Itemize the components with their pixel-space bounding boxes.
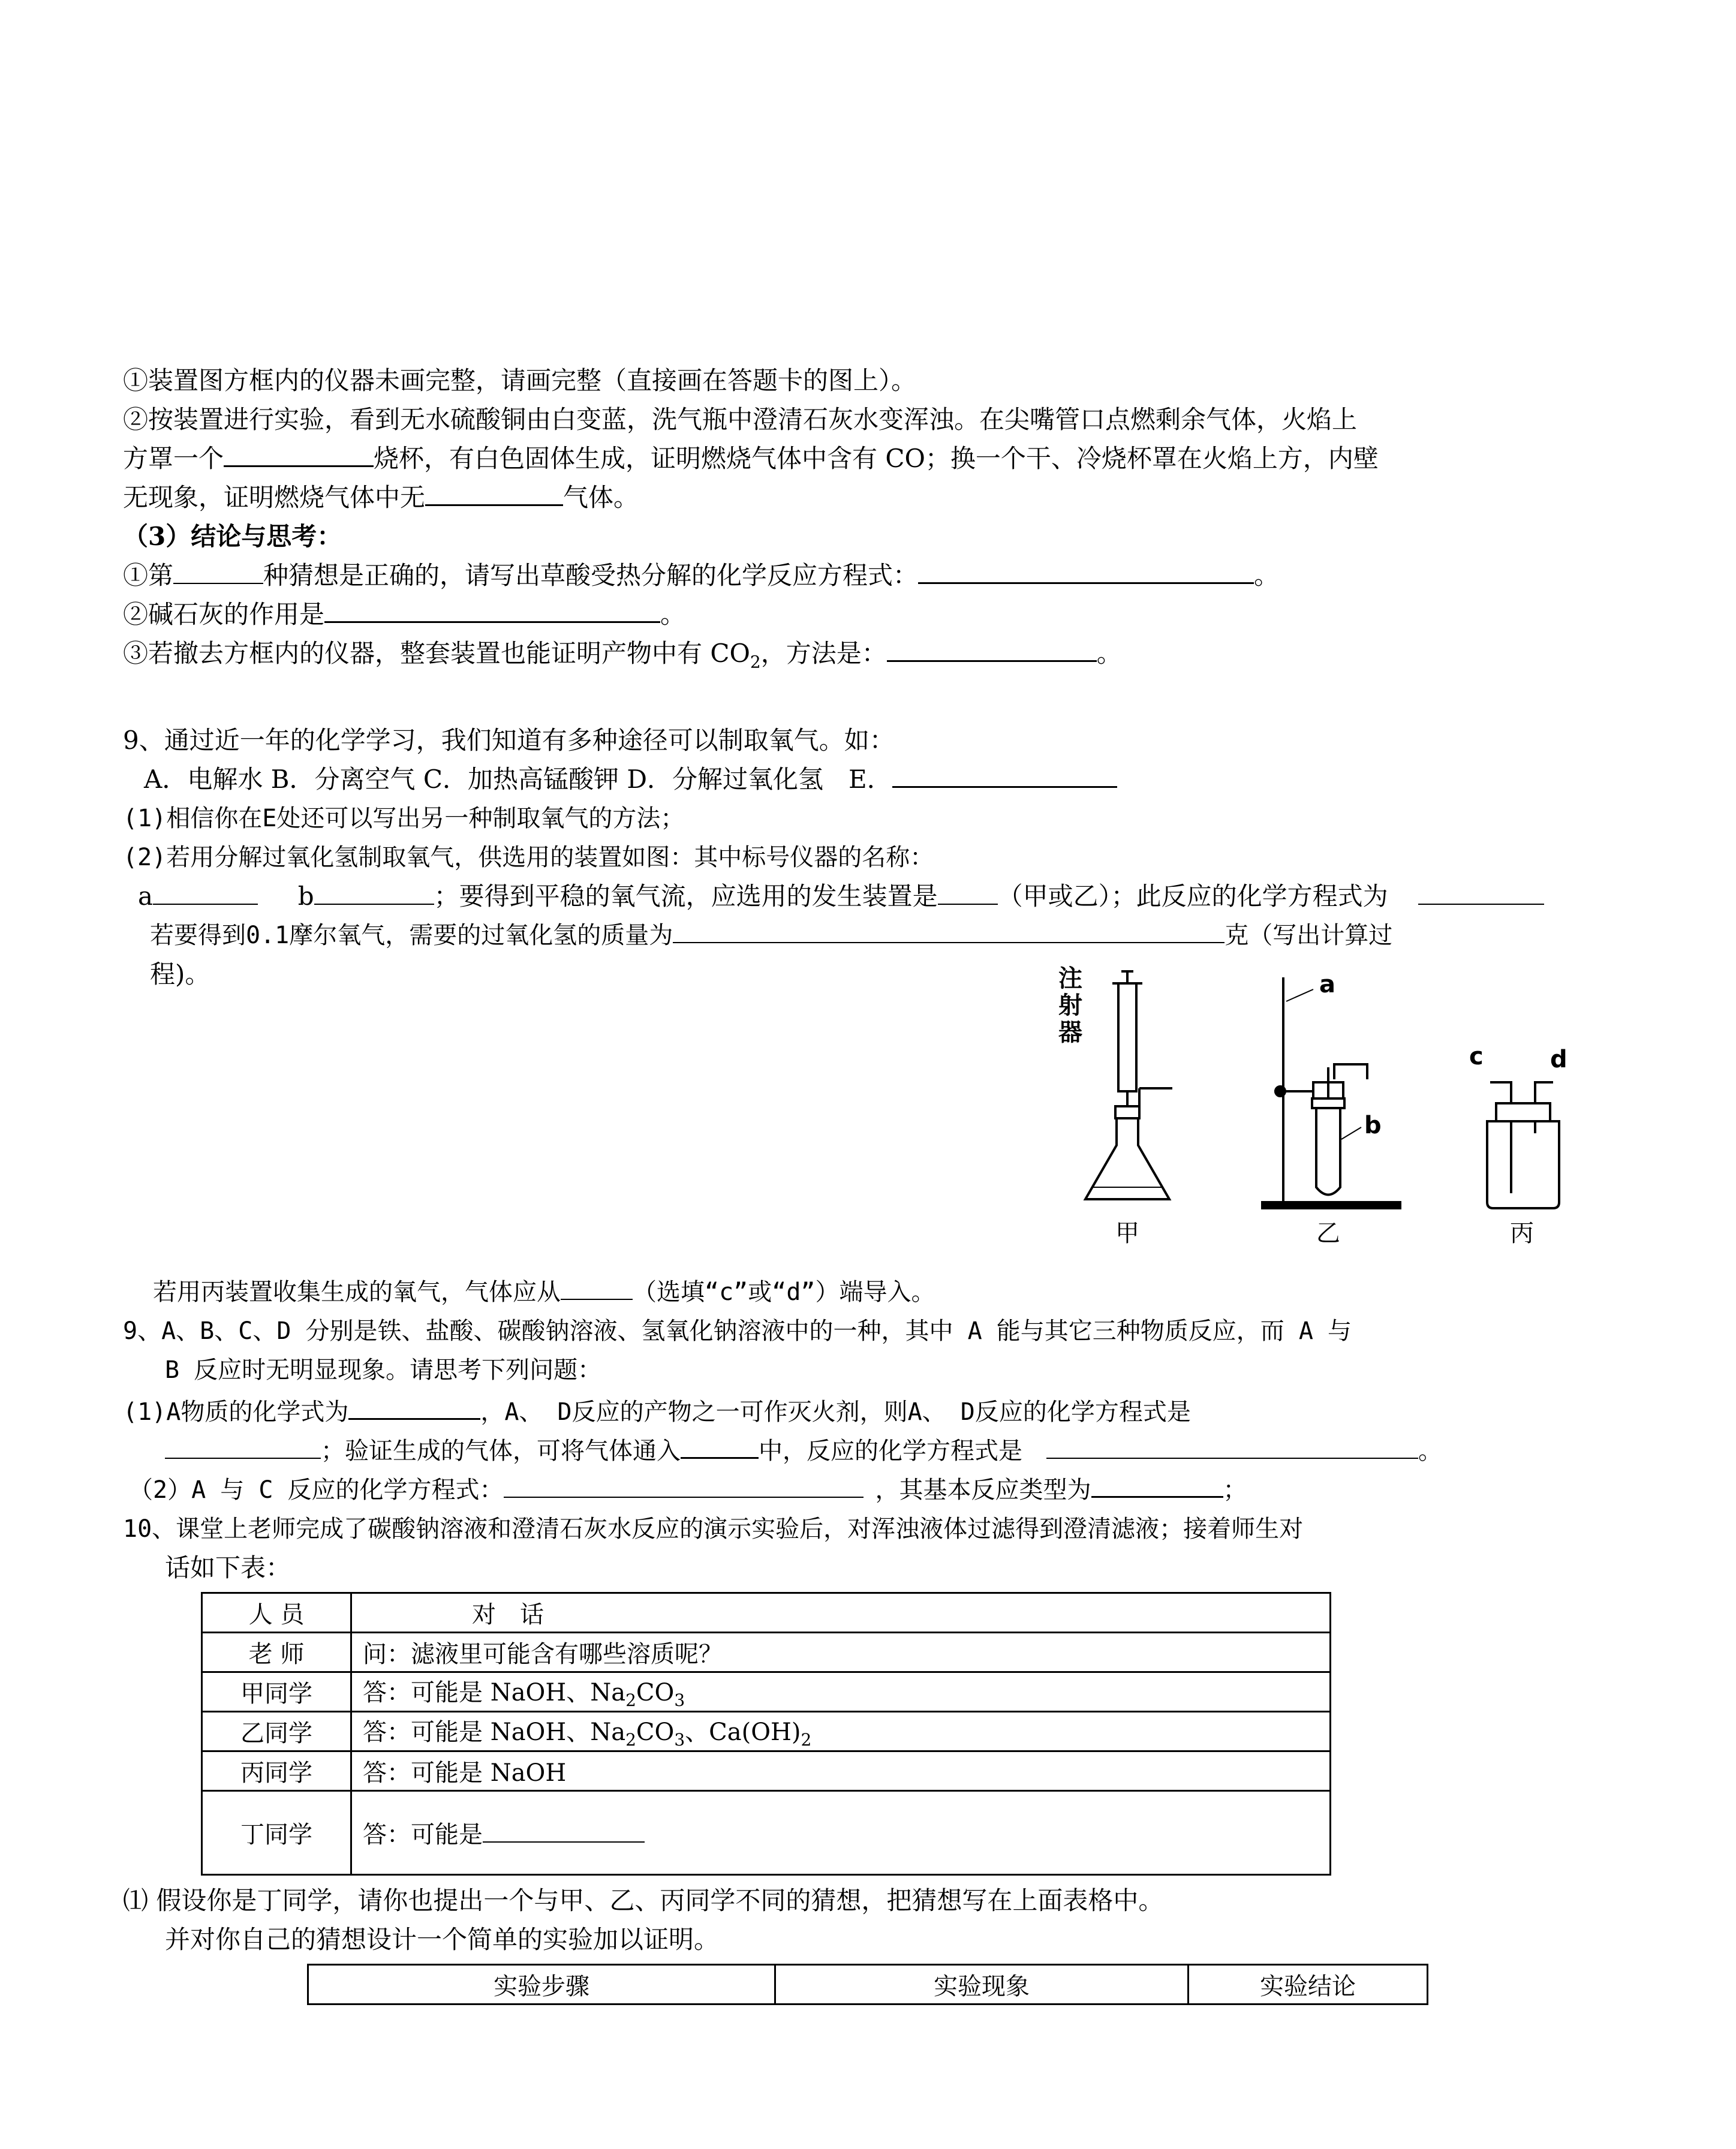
q9-part2-mass-end: 程)。	[150, 959, 210, 989]
instruction-1: ①装置图方框内的仪器未画完整，请画完整（直接画在答题卡的图上）。	[123, 366, 917, 395]
dialog-text: 答：可能是 NaOH、$Na_2CO_3$、$Ca(OH)_2$	[351, 1712, 1331, 1751]
q9-part2: (2)若用分解过氧化氢制取氧气，供选用的装置如图：其中标号仪器的名称：	[123, 844, 934, 871]
apparatus-yi	[1262, 977, 1400, 1208]
q9-part2-blanks: a b ；要得到平稳的氧气流，应选用的发生装置是 （甲或乙）；此反应的化学方程式为	[138, 878, 1544, 914]
experiment-header-steps: 实验步骤	[308, 1965, 775, 2004]
blank-ac-equation[interactable]	[504, 1473, 864, 1498]
blank-decomp-equation[interactable]	[918, 558, 1254, 584]
experiment-table	[307, 1964, 1428, 2005]
q9b-stem-cont: B 反应时无明显现象。请思考下列问题：	[165, 1356, 602, 1384]
q9b-part1-cont: ；验证生成的气体，可将气体通入 中，反应的化学方程式是 。	[165, 1433, 1442, 1469]
blank-a-formula[interactable]	[348, 1394, 480, 1420]
label-bing: 丙	[1510, 1220, 1534, 1247]
q9b-part1: (1)A物质的化学式为 ，A、 D反应的产物之一可作灭火剂，则A、 D反应的化学方程式是	[123, 1394, 1191, 1430]
q10-stem: 10、课堂上老师完成了碳酸钠溶液和澄清石灰水反应的演示实验后，对浑浊液体过滤得到澄清滤液；接着师生对	[123, 1515, 1304, 1543]
blank-ad-equation[interactable]	[165, 1434, 321, 1459]
dialog-text: 答：可能是 NaOH、$Na_2CO_3$	[351, 1672, 1331, 1712]
apparatus-figure	[1049, 965, 1619, 1253]
blank-test-reagent[interactable]	[681, 1433, 759, 1459]
q9-part2-mass: 若要得到0.1摩尔氧气，需要的过氧化氢的质量为 克（写出计算过	[150, 917, 1392, 953]
q10-stem-cont: 话如下表：	[165, 1553, 291, 1582]
blank-h2o2-mass[interactable]	[673, 918, 1224, 943]
dialog-row	[202, 1751, 1331, 1791]
conclusion-2: ②碱石灰的作用是 。	[123, 597, 685, 633]
experiment-header-row	[308, 1965, 1428, 2004]
q9-stem: 9、通过近一年的化学学习，我们知道有多种途径可以制取氧气。如：	[123, 726, 895, 755]
blank-h2o2-equation[interactable]	[1418, 880, 1544, 905]
dialog-header-row	[202, 1593, 1331, 1633]
dialog-text: 答：可能是	[351, 1791, 1331, 1875]
dialog-row	[202, 1712, 1331, 1751]
label-c: c	[1469, 1043, 1484, 1070]
blank-co2-method[interactable]	[887, 636, 1097, 662]
conclusion-3: ③若撤去方框内的仪器，整套装置也能证明产物中有 $CO_2$，方法是： 。	[123, 636, 1122, 680]
dialog-table	[201, 1592, 1331, 1876]
dialog-text: 问：滤液里可能含有哪些溶质呢？	[351, 1633, 1331, 1672]
blank-generator-choice[interactable]	[938, 880, 998, 905]
dialog-text: 答：可能是 NaOH	[351, 1751, 1331, 1791]
label-syringe-2: 射	[1058, 992, 1082, 1019]
q9-options: A．电解水 B．分离空气 C．加热高锰酸钾 D．分解过氧化氢 E．	[144, 762, 1117, 797]
apparatus-jia	[1085, 971, 1172, 1199]
q9b-stem: 9、A、B、C、D 分别是铁、盐酸、碳酸钠溶液、氢氧化钠溶液中的一种，其中 A 能与其它三种物质反应，而 A 与	[123, 1317, 1352, 1345]
blank-beaker[interactable]	[224, 441, 374, 467]
dialog-person: 丁同学	[202, 1791, 351, 1875]
label-yi: 乙	[1316, 1220, 1340, 1247]
conclusion-1: ①第 种猜想是正确的，请写出草酸受热分解的化学反应方程式： 。	[123, 558, 1279, 594]
q9-part2-collect: 若用丙装置收集生成的氧气，气体应从 （选填“c”或“d”）端导入。	[153, 1274, 935, 1310]
label-d: d	[1550, 1046, 1567, 1073]
dialog-row	[202, 1791, 1331, 1875]
dialog-row	[202, 1633, 1331, 1672]
label-b: b	[1364, 1112, 1382, 1139]
label-syringe-3: 器	[1058, 1019, 1082, 1046]
blank-sodalime-role[interactable]	[324, 597, 660, 623]
q10-part1: ⑴ 假设你是丁同学，请你也提出一个与甲、乙、丙同学不同的猜想，把猜想写在上面表格中。	[123, 1886, 1164, 1915]
dialog-person: 丙同学	[202, 1751, 351, 1791]
experiment-header-conclusion: 实验结论	[1189, 1965, 1428, 2004]
blank-option-e[interactable]	[892, 762, 1117, 788]
q9-part1: (1)相信你在E处还可以写出另一种制取氧气的方法；	[123, 805, 685, 832]
instruction-2-cont: 方罩一个 烧杯，有白色固体生成，证明燃烧气体中含有 CO；换一个干、冷烧杯罩在火焰上方，内壁	[123, 441, 1379, 477]
experiment-header-phenomena: 实验现象	[775, 1965, 1189, 2004]
blank-inlet-end[interactable]	[561, 1275, 633, 1300]
dialog-person: 甲同学	[202, 1672, 351, 1712]
q10-part1-cont: 并对你自己的猜想设计一个简单的实验加以证明。	[165, 1925, 720, 1954]
q9b-part2: （2）A 与 C 反应的化学方程式： ，其基本反应类型为 ；	[129, 1472, 1247, 1508]
blank-reaction-type[interactable]	[1091, 1472, 1223, 1498]
blank-instrument-b[interactable]	[314, 880, 434, 905]
blank-gas[interactable]	[425, 480, 563, 506]
label-jia: 甲	[1115, 1220, 1139, 1247]
blank-hypothesis-number[interactable]	[173, 559, 263, 584]
blank-test-equation[interactable]	[1046, 1434, 1418, 1459]
dialog-header-person: 人 员	[202, 1593, 351, 1633]
dialog-person: 乙同学	[202, 1712, 351, 1751]
label-syringe-1: 注	[1058, 965, 1082, 992]
blank-instrument-a[interactable]	[153, 880, 258, 905]
instruction-2: ②按装置进行实验，看到无水硫酸铜由白变蓝，洗气瓶中澄清石灰水变浑浊。在尖嘴管口点燃剩余气体，火焰上	[123, 405, 1358, 434]
blank-ding-guess[interactable]	[483, 1817, 645, 1843]
dialog-person: 老 师	[202, 1633, 351, 1672]
label-a: a	[1319, 971, 1335, 998]
section-heading-conclusion: （3）结论与思考：	[123, 522, 342, 551]
apparatus-bing	[1487, 1082, 1559, 1208]
instruction-2-end: 无现象，证明燃烧气体中无 气体。	[123, 480, 639, 516]
dialog-header-text: 对 话	[351, 1593, 1331, 1633]
dialog-row	[202, 1672, 1331, 1712]
